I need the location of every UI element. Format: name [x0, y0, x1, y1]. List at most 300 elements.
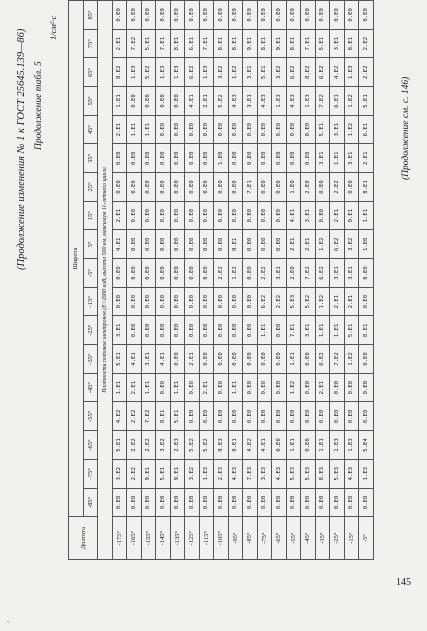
- flux-value-cell: 1.Е3: [127, 58, 142, 87]
- table-row: [141, 1, 156, 560]
- flux-value-cell: 0.Е0: [286, 144, 301, 173]
- latitude-header: -65°: [83, 431, 98, 460]
- flux-value-cell: 1.Е1: [330, 144, 345, 173]
- flux-value-cell: 0.Е0: [228, 144, 243, 173]
- flux-value-cell: 9.Е1: [272, 29, 287, 58]
- flux-value-cell: 0.Е0: [243, 230, 258, 259]
- flux-value-cell: 0.Е0: [243, 316, 258, 345]
- flux-value-cell: 1.Е3: [199, 459, 214, 488]
- flux-value-cell: 0.Е0: [243, 115, 258, 144]
- flux-value-cell: 0.Е0: [156, 259, 171, 288]
- flux-value-cell: 7.Е3: [243, 459, 258, 488]
- flux-value-cell: 0.Е0: [257, 345, 272, 374]
- flux-value-cell: 0.Е0: [170, 345, 185, 374]
- flux-value-cell: 4.Е1: [185, 87, 200, 116]
- flux-value-cell: 0.Е0: [199, 316, 214, 345]
- flux-value-cell: 1.Е2: [286, 373, 301, 402]
- flux-value-cell: 1.Е2: [315, 230, 330, 259]
- flux-value-cell: 0.Е0: [156, 173, 171, 202]
- flux-value-cell: 4.Е3: [228, 459, 243, 488]
- flux-value-cell: 2.Е0: [301, 173, 316, 202]
- flux-value-cell: 0.Е0: [170, 259, 185, 288]
- flux-value-cell: 0.Е0: [272, 431, 287, 460]
- latitude-header-row: [83, 1, 98, 560]
- latitude-header: 35°: [83, 144, 98, 173]
- table-row: [359, 1, 374, 560]
- flux-value-cell: 0.Е0: [112, 1, 127, 30]
- flux-value-cell: 0.Е0: [141, 173, 156, 202]
- flux-value-cell: 0.Е0: [359, 259, 374, 288]
- flux-value-cell: 3.Е3: [257, 459, 272, 488]
- flux-value-cell: 1.Е2: [315, 287, 330, 316]
- flux-value-cell: 8.Е3: [315, 459, 330, 488]
- flux-value-cell: 5.Е2: [214, 87, 229, 116]
- flux-value-cell: 8.Е1: [286, 29, 301, 58]
- flux-value-cell: 2.Е1: [112, 201, 127, 230]
- flux-value-cell: 3.Е1: [315, 144, 330, 173]
- flux-value-cell: 0.Е0: [170, 115, 185, 144]
- flux-value-cell: 0.Е0: [199, 345, 214, 374]
- flux-value-cell: 0.Е0: [199, 287, 214, 316]
- flux-value-cell: 5.Е3: [286, 459, 301, 488]
- table-row: [243, 1, 258, 560]
- flux-value-cell: 0.Е0: [257, 115, 272, 144]
- flux-value-cell: 0.Е0: [170, 201, 185, 230]
- flux-value-cell: 8.Е1: [344, 29, 359, 58]
- table-subheader: Плотности потоков электронов (Е>2000 кэВ, высота 500 км, максимум 11-летнего цикла: [98, 1, 113, 560]
- flux-value-cell: 0.Е0: [199, 259, 214, 288]
- flux-value-cell: 7.Е1: [199, 29, 214, 58]
- flux-value-cell: 0.Е0: [243, 373, 258, 402]
- flux-value-cell: 2.Е1: [344, 287, 359, 316]
- table-row: [272, 1, 287, 560]
- flux-value-cell: 8.Е1: [359, 316, 374, 345]
- flux-value-cell: 0.Е0: [127, 87, 142, 116]
- longitude-cell: -55°: [286, 517, 301, 560]
- flux-value-cell: 0.Е0: [301, 115, 316, 144]
- flux-value-cell: 2.Е2: [257, 259, 272, 288]
- flux-value-cell: 0.Е0: [344, 402, 359, 431]
- longitude-cell: -165°: [127, 517, 142, 560]
- flux-value-cell: 5.Е3: [330, 459, 345, 488]
- flux-value-cell: 3.Е2: [214, 58, 229, 87]
- flux-value-cell: 2.Е1: [112, 29, 127, 58]
- flux-value-cell: 0.Е0: [127, 201, 142, 230]
- flux-value-cell: 0.Е0: [272, 173, 287, 202]
- flux-table: [68, 0, 374, 560]
- flux-value-cell: 0.Е0: [127, 230, 142, 259]
- flux-value-cell: 5.Е1: [315, 29, 330, 58]
- flux-value-cell: 4.Е1: [156, 345, 171, 374]
- flux-value-cell: 4.Е2: [112, 402, 127, 431]
- flux-value-cell: 5.Е1: [112, 431, 127, 460]
- flux-value-cell: 7.Е1: [243, 173, 258, 202]
- flux-value-cell: 0.Е0: [344, 1, 359, 30]
- flux-value-cell: 0.Е0: [330, 1, 345, 30]
- flux-value-cell: 5.Е1: [315, 115, 330, 144]
- table-row: [257, 1, 272, 560]
- flux-value-cell: 0.Е0: [214, 488, 229, 517]
- flux-value-cell: 4.Е3: [228, 87, 243, 116]
- flux-value-cell: 1.Е3: [156, 58, 171, 87]
- flux-value-cell: 0.Е0: [272, 1, 287, 30]
- longitude-cell: -115°: [199, 517, 214, 560]
- flux-value-cell: 0.Е0: [228, 1, 243, 30]
- flux-value-cell: 2.Е1: [301, 230, 316, 259]
- flux-value-cell: 4.Е3: [344, 459, 359, 488]
- latitude-header: 45°: [83, 115, 98, 144]
- flux-value-cell: 0.Е0: [199, 144, 214, 173]
- longitude-cell: -35°: [315, 517, 330, 560]
- flux-value-cell: 0.Е0: [272, 115, 287, 144]
- table-row: [127, 1, 142, 560]
- flux-value-cell: 1.Е0: [286, 173, 301, 202]
- flux-value-cell: 1.Е3: [272, 87, 287, 116]
- flux-value-cell: 8.Е1: [359, 173, 374, 202]
- flux-value-cell: 0.Е0: [170, 230, 185, 259]
- flux-value-cell: 0.Е0: [243, 1, 258, 30]
- flux-value-cell: 3.Е1: [330, 259, 345, 288]
- flux-value-cell: 0.Е0: [127, 173, 142, 202]
- flux-value-cell: 0.Е0: [272, 144, 287, 173]
- table-row: [344, 1, 359, 560]
- flux-value-cell: 0.Е0: [156, 115, 171, 144]
- latitude-header: -85°: [83, 488, 98, 517]
- flux-value-cell: 2.Е2: [127, 402, 142, 431]
- flux-value-cell: 0.Е0: [228, 488, 243, 517]
- flux-value-cell: 0.Е0: [199, 230, 214, 259]
- flux-value-cell: 0.Е0: [141, 144, 156, 173]
- flux-value-cell: 4.Е1: [112, 230, 127, 259]
- flux-value-cell: 6.Е2: [315, 259, 330, 288]
- table-row: [214, 1, 229, 560]
- flux-value-cell: 3.Е1: [112, 316, 127, 345]
- flux-value-cell: 1.Е1: [112, 373, 127, 402]
- flux-value-cell: 0.Е0: [257, 1, 272, 30]
- flux-value-cell: 0.Е0: [156, 144, 171, 173]
- flux-value-cell: 5.Е1: [141, 29, 156, 58]
- flux-value-cell: 0.Е0: [228, 402, 243, 431]
- flux-value-cell: 7.Е2: [127, 29, 142, 58]
- flux-value-cell: 1.Е3: [330, 431, 345, 460]
- continuation-label: Продолжение табл. 5: [34, 61, 44, 150]
- flux-value-cell: 1.Е1: [257, 316, 272, 345]
- flux-value-cell: 0.Е0: [330, 402, 345, 431]
- latitude-header: 25°: [83, 173, 98, 202]
- flux-value-cell: 8.Е2: [112, 58, 127, 87]
- flux-value-cell: 1.Е3: [199, 58, 214, 87]
- flux-value-cell: 5.Е3: [301, 459, 316, 488]
- flux-value-cell: 0.Е0: [199, 173, 214, 202]
- flux-value-cell: 0.Е0: [156, 87, 171, 116]
- flux-value-cell: 0.Е0: [272, 345, 287, 374]
- table-row: [199, 1, 214, 560]
- flux-value-cell: 0.Е0: [301, 144, 316, 173]
- table-row: [315, 1, 330, 560]
- flux-value-cell: 8.Е1: [257, 29, 272, 58]
- flux-value-cell: 1.Е1: [170, 373, 185, 402]
- latitude-header: 75°: [83, 29, 98, 58]
- longitude-cell: -25°: [330, 517, 345, 560]
- flux-value-cell: 5.Е2: [199, 431, 214, 460]
- flux-value-cell: 5.Е1: [156, 459, 171, 488]
- flux-value-cell: 1.Е1: [141, 373, 156, 402]
- flux-value-cell: 2.Е2: [127, 459, 142, 488]
- flux-value-cell: 1.Е2: [344, 345, 359, 374]
- flux-value-cell: 1.Е3: [359, 459, 374, 488]
- flux-value-cell: 0.Е0: [185, 230, 200, 259]
- continuation-footnote: (Продолжение см. с. 146): [401, 76, 411, 180]
- longitude-cell: -145°: [156, 517, 171, 560]
- flux-value-cell: 9.Е1: [228, 230, 243, 259]
- latitude-header: -75°: [83, 459, 98, 488]
- flux-value-cell: 0.Е0: [272, 488, 287, 517]
- flux-value-cell: 0.Е0: [156, 230, 171, 259]
- flux-value-cell: 3.Е2: [156, 431, 171, 460]
- flux-value-cell: 2.Е1: [359, 144, 374, 173]
- flux-value-cell: 0.Е0: [243, 144, 258, 173]
- flux-value-cell: 0.Е0: [127, 287, 142, 316]
- flux-value-cell: 3.Е1: [141, 345, 156, 374]
- flux-value-cell: 3.Е1: [330, 115, 345, 144]
- flux-value-cell: 2.Е1: [286, 230, 301, 259]
- corner-mark: ¬: [6, 618, 10, 626]
- flux-value-cell: 0.Е0: [141, 287, 156, 316]
- latitude-header: 5°: [83, 230, 98, 259]
- flux-value-cell: 3.Е2: [272, 58, 287, 87]
- longitude-cell: -5°: [359, 517, 374, 560]
- latitude-header: 15°: [83, 201, 98, 230]
- flux-value-cell: 0.Е0: [301, 373, 316, 402]
- flux-value-cell: 0.Е0: [141, 259, 156, 288]
- flux-value-cell: 0.Е0: [257, 373, 272, 402]
- table-row: [185, 1, 200, 560]
- flux-value-cell: 0.Е0: [286, 488, 301, 517]
- longitude-cell: -65°: [272, 517, 287, 560]
- flux-value-cell: 0.Е0: [170, 1, 185, 30]
- flux-value-cell: 0.Е0: [228, 345, 243, 374]
- flux-value-cell: 1.Е2: [228, 58, 243, 87]
- flux-value-cell: 6.Е1: [359, 115, 374, 144]
- units-label: 1/см²·с: [48, 15, 58, 40]
- flux-value-cell: 0.Е0: [185, 144, 200, 173]
- flux-value-cell: 0.Е0: [272, 373, 287, 402]
- flux-value-cell: 7.Е1: [301, 29, 316, 58]
- flux-value-cell: 0.Е0: [272, 402, 287, 431]
- flux-value-cell: 3.Е1: [272, 259, 287, 288]
- flux-value-cell: 1.Е1: [286, 345, 301, 374]
- flux-value-cell: 3.Е1: [243, 87, 258, 116]
- flux-value-cell: 1.Е1: [315, 316, 330, 345]
- flux-value-cell: 0.Е0: [185, 115, 200, 144]
- flux-value-cell: 0.Е0: [156, 287, 171, 316]
- flux-value-cell: 0.Е0: [112, 144, 127, 173]
- flux-value-cell: 0.Е0: [228, 287, 243, 316]
- flux-value-cell: 5.Е1: [112, 345, 127, 374]
- flux-value-cell: 3.Е1: [344, 259, 359, 288]
- flux-value-cell: 0.Е0: [199, 1, 214, 30]
- flux-value-cell: 4.Е3: [257, 87, 272, 116]
- flux-value-cell: 3.Е1: [301, 201, 316, 230]
- flux-value-cell: 3.Е1: [301, 316, 316, 345]
- flux-value-cell: 4.Е1: [127, 345, 142, 374]
- flux-value-cell: 2.Е2: [359, 29, 374, 58]
- flux-value-cell: 2.Е1: [199, 87, 214, 116]
- flux-value-cell: 0.Е0: [243, 201, 258, 230]
- flux-value-cell: 0.Е0: [127, 316, 142, 345]
- flux-value-cell: 0.Е0: [286, 115, 301, 144]
- flux-value-cell: 7.Е2: [141, 402, 156, 431]
- flux-value-cell: 8.Е1: [156, 402, 171, 431]
- flux-value-cell: 0.Е0: [228, 115, 243, 144]
- table-body: [98, 1, 374, 560]
- flux-value-cell: 0.Е0: [257, 144, 272, 173]
- flux-value-cell: 2.Е1: [199, 373, 214, 402]
- flux-value-cell: 1.Е1: [127, 115, 142, 144]
- longitude-cell: -85°: [243, 517, 258, 560]
- flux-value-cell: 6.Е2: [185, 58, 200, 87]
- longitude-cell: -75°: [257, 517, 272, 560]
- flux-value-cell: 0.Е0: [359, 287, 374, 316]
- flux-value-cell: 5.Е2: [141, 58, 156, 87]
- table-row: [228, 1, 243, 560]
- latitude-header: -35°: [83, 345, 98, 374]
- flux-value-cell: 0.Е0: [185, 201, 200, 230]
- flux-value-cell: 0.Е0: [185, 402, 200, 431]
- longitude-cell: -155°: [141, 517, 156, 560]
- flux-value-cell: 0.Е0: [170, 144, 185, 173]
- flux-value-cell: 0.Е0: [301, 345, 316, 374]
- flux-value-cell: 4.Е3: [272, 459, 287, 488]
- flux-value-cell: 9.Е1: [243, 29, 258, 58]
- flux-value-cell: 5.Е1: [170, 402, 185, 431]
- flux-value-cell: 2.Е1: [127, 373, 142, 402]
- flux-value-cell: 6.Е2: [330, 230, 345, 259]
- flux-value-cell: 6.Е1: [185, 29, 200, 58]
- flux-value-cell: 0.Е0: [214, 230, 229, 259]
- flux-value-cell: 8.Е1: [170, 29, 185, 58]
- flux-value-cell: 0.Е0: [359, 1, 374, 30]
- flux-value-cell: 0.Е0: [185, 287, 200, 316]
- flux-value-cell: 0.Е0: [243, 259, 258, 288]
- flux-value-cell: 0.Е0: [315, 488, 330, 517]
- flux-value-cell: 0.Е0: [257, 230, 272, 259]
- flux-value-cell: 0.Е0: [228, 316, 243, 345]
- flux-value-cell: 0.Е0: [330, 373, 345, 402]
- flux-value-cell: 0.Е0: [170, 488, 185, 517]
- flux-value-cell: 1.Е1: [330, 316, 345, 345]
- page-title: (Продолжение изменения № 1 к ГОСТ 25645.139—86): [16, 28, 27, 270]
- flux-value-cell: 0.Е0: [330, 488, 345, 517]
- flux-value-cell: 4.Е2: [243, 431, 258, 460]
- flux-value-cell: 1.Е2: [344, 115, 359, 144]
- table-row: [170, 1, 185, 560]
- flux-value-cell: 6.Е2: [257, 287, 272, 316]
- flux-value-cell: 0.Е0: [243, 488, 258, 517]
- flux-value-cell: 6.Е2: [315, 345, 330, 374]
- flux-value-cell: 0.Е0: [141, 1, 156, 30]
- flux-value-cell: 2.Е3: [170, 431, 185, 460]
- flux-value-cell: 0.Е0: [301, 431, 316, 460]
- flux-value-cell: 2.Е2: [330, 173, 345, 202]
- flux-value-cell: 0.Е0: [170, 87, 185, 116]
- flux-value-cell: 5.Е1: [344, 316, 359, 345]
- flux-value-cell: 2.Е2: [127, 431, 142, 460]
- flux-value-cell: 0.Е0: [315, 201, 330, 230]
- flux-value-cell: 0.Е0: [243, 345, 258, 374]
- flux-value-cell: 3.Е1: [243, 58, 258, 87]
- flux-value-cell: 6.Е1: [330, 87, 345, 116]
- flux-value-cell: 5.Е4: [359, 431, 374, 460]
- corner-header: Долгота: [69, 517, 98, 560]
- flux-value-cell: 4.Е2: [330, 58, 345, 87]
- flux-value-cell: 1.Е1: [359, 201, 374, 230]
- flux-value-cell: 2.Е0: [286, 259, 301, 288]
- flux-value-cell: 0.Е0: [141, 316, 156, 345]
- flux-value-cell: 1.Е1: [141, 115, 156, 144]
- flux-value-cell: 0.Е0: [257, 402, 272, 431]
- flux-value-cell: 1.Е0: [359, 230, 374, 259]
- flux-value-cell: 0.Е0: [214, 1, 229, 30]
- longitude-cell: -45°: [301, 517, 316, 560]
- flux-value-cell: 2.Е2: [214, 259, 229, 288]
- flux-value-cell: 9.Е1: [141, 459, 156, 488]
- flux-value-cell: 1.Е2: [344, 87, 359, 116]
- flux-value-cell: 0.Е0: [170, 316, 185, 345]
- flux-value-cell: 1.Е2: [228, 259, 243, 288]
- flux-value-cell: 0.Е0: [185, 316, 200, 345]
- latitude-header: -5°: [83, 259, 98, 288]
- flux-value-cell: 4.Е3: [286, 87, 301, 116]
- flux-value-cell: 2.Е3: [214, 459, 229, 488]
- latitude-header: -25°: [83, 316, 98, 345]
- flux-value-cell: 0.Е0: [112, 259, 127, 288]
- longitude-cell: -175°: [112, 517, 127, 560]
- flux-value-cell: 0.Е0: [315, 1, 330, 30]
- flux-value-cell: 0.Е0: [272, 230, 287, 259]
- flux-value-cell: 0.Е0: [214, 345, 229, 374]
- flux-value-cell: 0.Е0: [359, 345, 374, 374]
- flux-value-cell: 7.Е2: [330, 345, 345, 374]
- flux-value-cell: 5.Е1: [359, 87, 374, 116]
- latitude-header: -45°: [83, 373, 98, 402]
- longitude-cell: -125°: [185, 517, 200, 560]
- flux-value-cell: 0.Е0: [170, 287, 185, 316]
- flux-value-cell: 0.Е0: [286, 402, 301, 431]
- flux-value-cell: 0.Е0: [141, 488, 156, 517]
- flux-value-cell: 0.Е0: [286, 1, 301, 30]
- flux-value-cell: 1.Е3: [344, 58, 359, 87]
- flux-value-cell: 0.Е0: [257, 201, 272, 230]
- flux-value-cell: 0.Е0: [301, 1, 316, 30]
- longitude-cell: -135°: [170, 517, 185, 560]
- flux-value-cell: 8.Е2: [301, 58, 316, 87]
- flux-value-cell: 8.Е1: [228, 29, 243, 58]
- flux-value-cell: 6.Е2: [286, 58, 301, 87]
- flux-value-cell: 0.Е0: [228, 173, 243, 202]
- flux-value-cell: 0.Е0: [156, 488, 171, 517]
- flux-value-cell: 0.Е0: [272, 201, 287, 230]
- longitude-cell: -15°: [344, 517, 359, 560]
- flux-value-cell: 1.Е3: [301, 87, 316, 116]
- flux-value-cell: 0.Е0: [344, 173, 359, 202]
- flux-value-cell: 0.Е0: [344, 373, 359, 402]
- flux-value-cell: 0.Е0: [228, 201, 243, 230]
- flux-value-cell: 0.Е0: [127, 144, 142, 173]
- flux-value-cell: 5.Е1: [257, 58, 272, 87]
- rotated-table-area: [8, 0, 427, 600]
- flux-value-cell: 0.Е0: [156, 1, 171, 30]
